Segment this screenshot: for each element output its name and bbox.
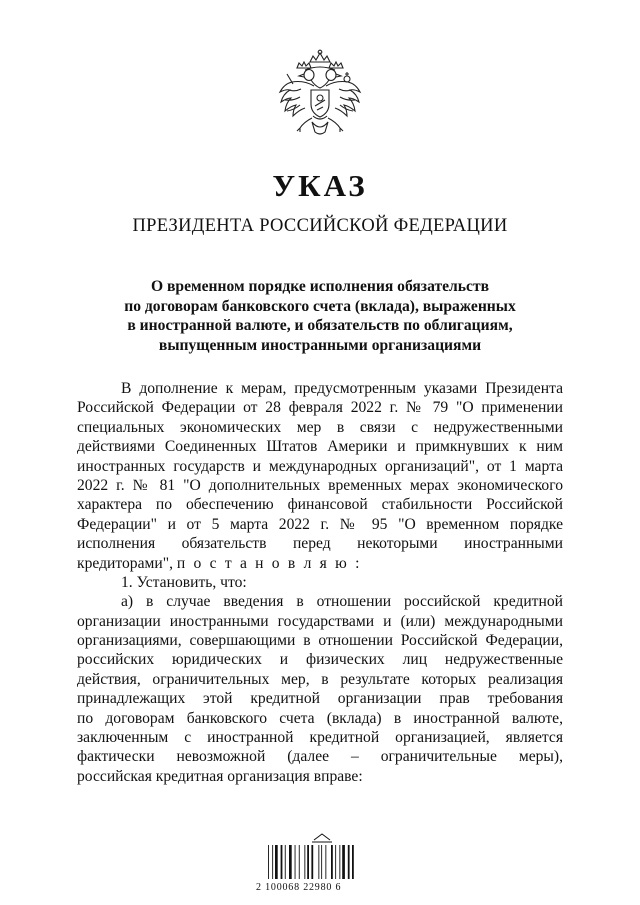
barcode-bar (318, 845, 319, 879)
body-line: российских юридических и физических лиц недружественные (77, 651, 563, 669)
barcode-bar (339, 845, 340, 879)
barcode-image (262, 830, 382, 890)
barcode-bar (325, 845, 326, 879)
body-line: иностранных государств и международных организаций", от 1 марта (77, 457, 563, 475)
barcode-bar (335, 845, 336, 879)
barcode-bar (275, 845, 278, 879)
body-line-with-resolution (77, 554, 563, 573)
decree-body (77, 379, 563, 786)
barcode-bar (299, 845, 300, 879)
body-line: принадлежащих этой кредитной организации прав требования (77, 690, 563, 708)
barcode-bar (331, 845, 333, 879)
body-line: Российской Федерации от 28 февраля 2022 г. № 79 "О применении (77, 399, 563, 417)
body-line: В дополнение к мерам, предусмотренным указами Президента (121, 380, 563, 397)
body-line: организации иностранными государствами и (или) международными (77, 612, 563, 630)
document-subtitle: ПРЕЗИДЕНТА РОССИЙСКОЙ ФЕДЕРАЦИИ (132, 216, 508, 236)
barcode-bar (295, 845, 296, 879)
barcode-bar (352, 845, 354, 879)
body-line: фактически невозможной (далее – ограничительные меры), (77, 748, 563, 766)
body-line: Федерации" и от 5 марта 2022 г. № 95 "О временном порядке (77, 515, 563, 533)
body-line: а) в случае введения в отношении российской кредитной (121, 593, 563, 611)
barcode-bar (304, 845, 305, 879)
barcode-bar (285, 845, 286, 879)
barcode-number: 2 100068 22980 6 (256, 882, 342, 893)
body-line: заключенным с иностранной кредитной организацией, является (77, 729, 563, 747)
body-line: 2022 г. № 81 "О дополнительных временных мерах экономического (77, 476, 563, 494)
barcode-bar (281, 845, 283, 879)
body-line: специальных экономических мер в связи с недружественными (77, 418, 563, 436)
heading-line: в иностранной валюте, и обязательств по облигациям, (127, 317, 513, 335)
heading-line: по договорам банковского счета (вклада), выраженных (124, 297, 516, 315)
document-title: УКАЗ (272, 168, 368, 203)
heading-line: О временном порядке исполнения обязательств (150, 278, 490, 295)
barcode-bar (289, 845, 292, 879)
body-line: российская кредитная организация вправе: (77, 767, 363, 785)
resolution-word: п о с т а н о в л я ю : (176, 554, 362, 572)
body-line-fragment: кредиторами", (77, 554, 173, 572)
barcode-bar (342, 845, 345, 879)
body-line: действия, ограничительных мер, в результате которых реализация (77, 670, 563, 688)
body-line: исполнения обязательств перед некоторыми иностранными (77, 535, 563, 553)
barcode-bar (321, 845, 322, 879)
barcode-bar (272, 845, 273, 879)
barcode-bar (268, 845, 269, 879)
barcode-bar (311, 845, 313, 879)
decree-heading (80, 277, 560, 355)
body-line: организациями, совершающими в отношении Российской Федерации, (77, 632, 563, 650)
body-line: по договорам банковского счета (вклада) в иностранной валюте, (77, 709, 563, 727)
coat-of-arms-emblem (275, 48, 365, 143)
heading-line: выпущенным иностранными организациями (158, 336, 482, 354)
barcode-bar (348, 845, 350, 879)
body-line: действиями Соединенных Штатов Америки и примкнувших к ним (77, 438, 563, 456)
body-line: 1. Установить, что: (121, 573, 247, 591)
body-line: характера по обеспечению финансовой стабильности Российской (77, 496, 563, 514)
barcode-bar (307, 845, 309, 879)
